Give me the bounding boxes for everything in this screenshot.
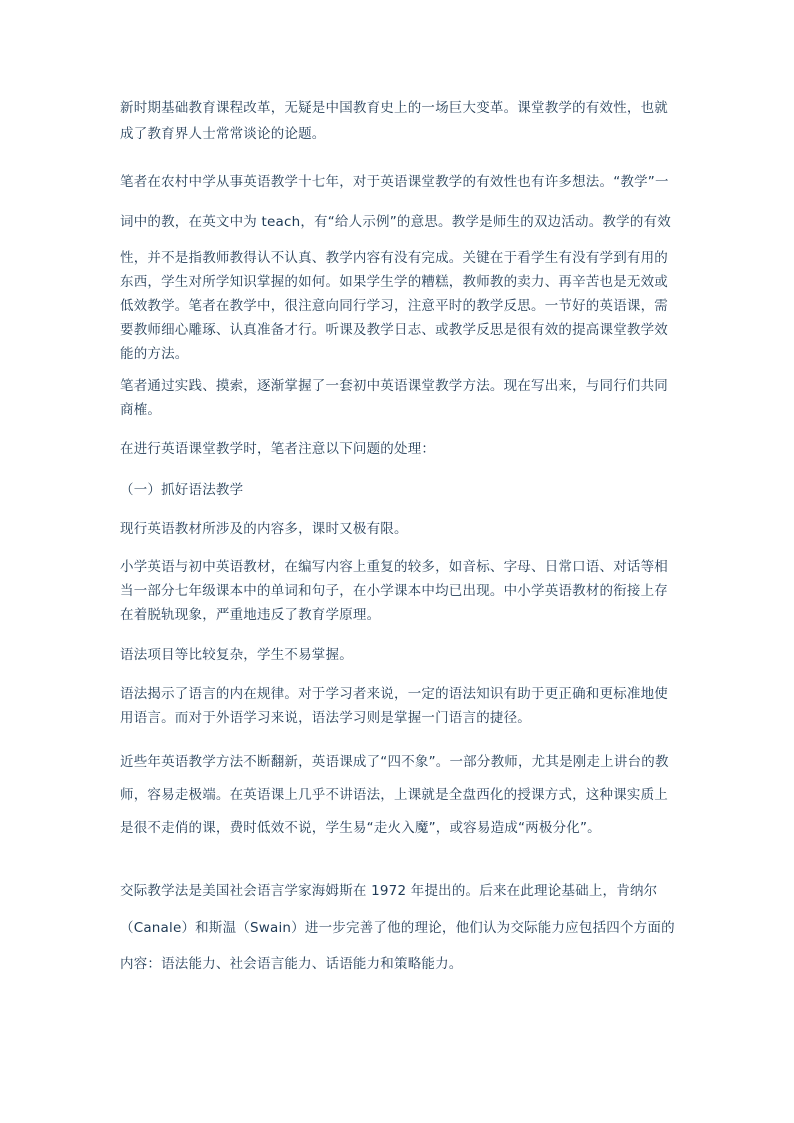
paragraph-2-line-2: 词中的教，在英文中为 teach，有“给人示例”的意思。教学是师生的双边活动。教学的有效 — [120, 214, 671, 230]
paragraph-11-line-1: 交际教学法是美国社会语言学家海姆斯在 1972 年提出的。后来在此理论基础上，肯纳尔 — [120, 883, 658, 899]
paragraph-2-line-1: 笔者在农村中学从事英语教学十七年，对于英语课堂教学的有效性也有许多想法。“教学”一 — [120, 174, 669, 190]
paragraph-2-line-6: 要教师细心雕琢、认真准备才行。听课及教学日志、或教学反思是很有效的提高课堂教学效 — [120, 322, 668, 338]
paragraph-8-line-1: 语法项目等比较复杂，学生不易掌握。 — [120, 647, 353, 663]
paragraph-10-line-3: 是很不走俏的课，费时低效不说，学生易“走火入魔”，或容易造成“两极分化”。 — [120, 820, 601, 836]
paragraph-3-line-1: 笔者通过实践、摸索，逐渐掌握了一套初中英语课堂教学方法。现在写出来，与同行们共同 — [120, 378, 668, 394]
paragraph-10-line-2: 师，容易走极端。在英语课上几乎不讲语法，上课就是全盘西化的授课方式，这种课实质上 — [120, 787, 668, 803]
section-heading: （一）抓好语法教学 — [120, 482, 244, 498]
paragraph-2-line-5: 低效教学。笔者在教学中，很注意向同行学习，注意平时的教学反思。一节好的英语课，需 — [120, 298, 668, 314]
paragraph-11-line-3: 内容：语法能力、社会语言能力、话语能力和策略能力。 — [120, 956, 463, 972]
paragraph-7-line-3: 在着脱轨现象，严重地违反了教育学原理。 — [120, 607, 381, 623]
paragraph-10-line-1: 近些年英语教学方法不断翻新，英语课成了“四不象”。一部分教师，尤其是刚走上讲台的教 — [120, 754, 669, 770]
paragraph-7-line-2: 当一部分七年级课本中的单词和句子，在小学课本中均已出现。中小学英语教材的衔接上存 — [120, 583, 668, 599]
paragraph-2-line-3: 性，并不是指教师教得认不认真、教学内容有没有完成。关键在于看学生有没有学到有用的 — [120, 250, 668, 266]
paragraph-7-line-1: 小学英语与初中英语教材，在编写内容上重复的较多，如音标、字母、日常口语、对话等相 — [120, 559, 668, 575]
paragraph-1-line-1: 新时期基础教育课程改革，无疑是中国教育史上的一场巨大变革。课堂教学的有效性，也就 — [120, 100, 668, 116]
paragraph-11-line-2: （Canale）和斯温（Swain）进一步完善了他的理论，他们认为交际能力应包括四个方面的 — [120, 920, 675, 936]
paragraph-9-line-2: 用语言。而对于外语学习来说，语法学习则是掌握一门语言的捷径。 — [120, 710, 531, 726]
paragraph-6-line-1: 现行英语教材所涉及的内容多，课时又极有限。 — [120, 521, 408, 537]
paragraph-1-line-2: 成了教育界人士常常谈论的论题。 — [120, 126, 326, 142]
paragraph-3-line-2: 商榷。 — [120, 402, 162, 418]
paragraph-2-line-4: 东西，学生对所学知识掌握的如何。如果学生学的糟糕，教师教的卖力、再辛苦也是无效或 — [120, 274, 668, 290]
paragraph-2-line-7: 能的方法。 — [120, 346, 189, 362]
paragraph-9-line-1: 语法揭示了语言的内在规律。对于学习者来说，一定的语法知识有助于更正确和更标准地使 — [120, 686, 668, 702]
paragraph-4-line-1: 在进行英语课堂教学时，笔者注意以下问题的处理： — [120, 441, 436, 457]
